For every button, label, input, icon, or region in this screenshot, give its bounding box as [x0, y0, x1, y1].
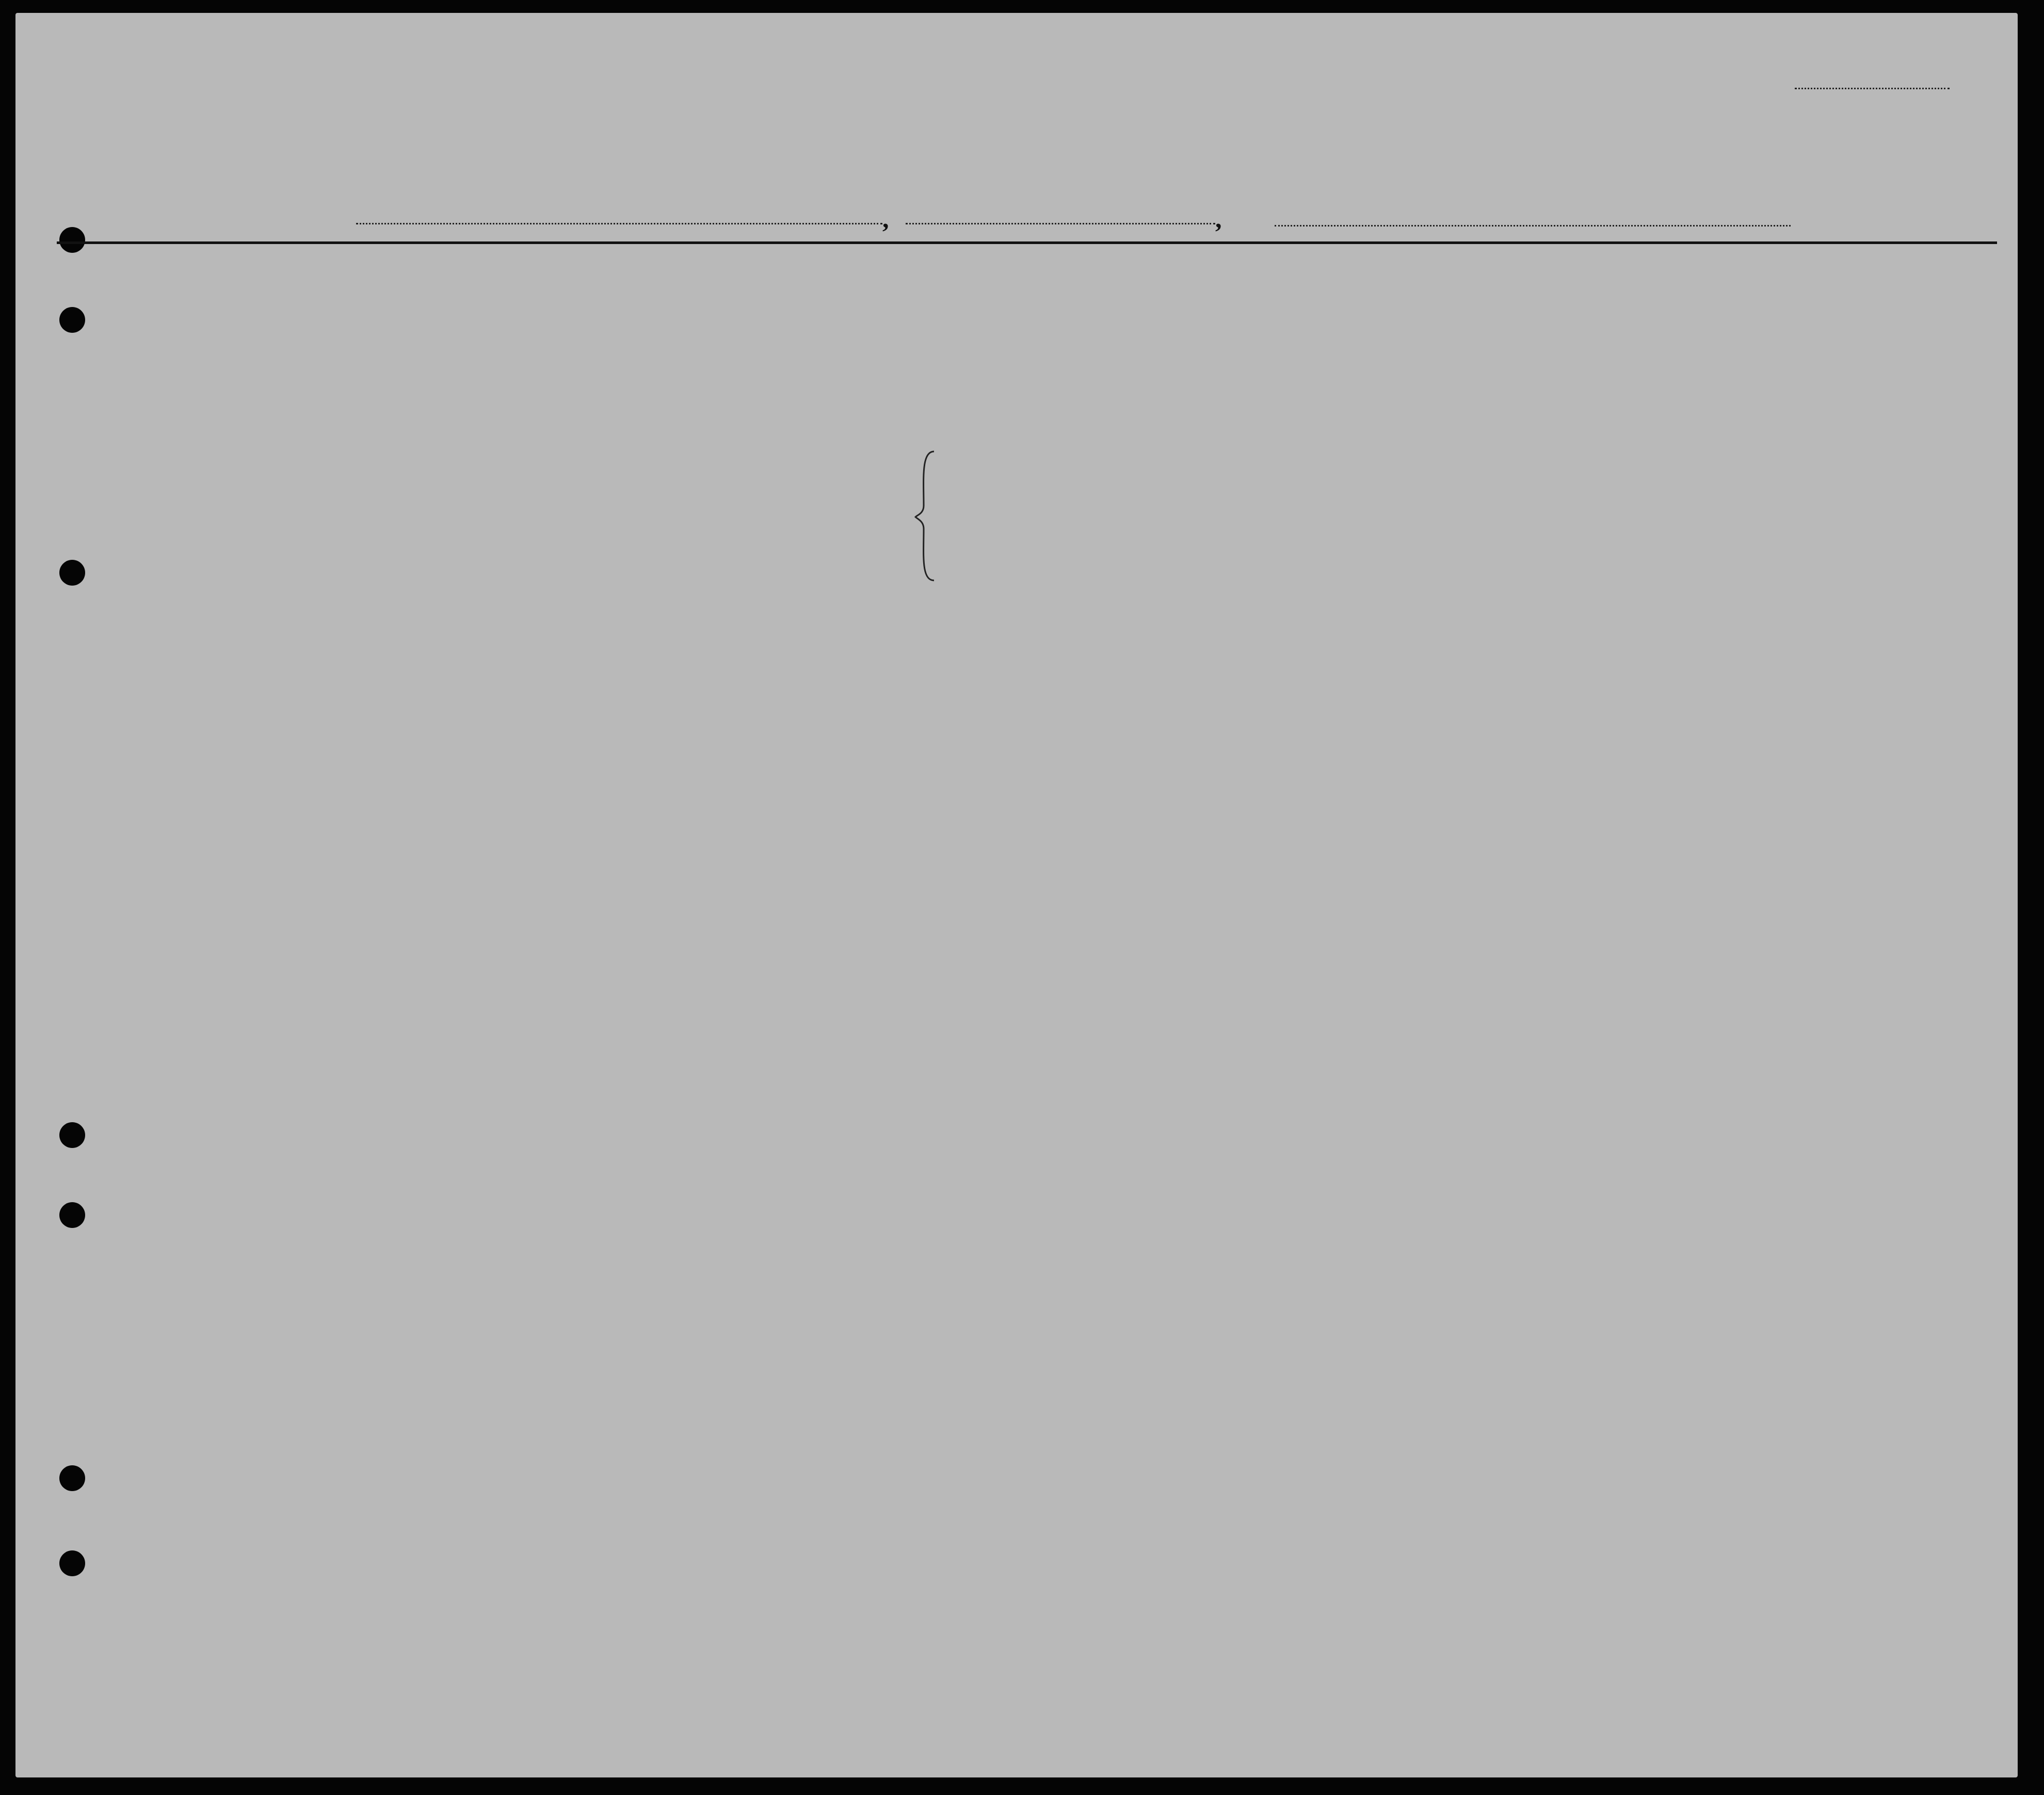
date-line [906, 223, 1215, 224]
header-intends-return [1189, 315, 1220, 418]
header-intends-citizen [1265, 315, 1296, 418]
list-number-stamp [1845, 119, 1943, 237]
header-inches [1695, 371, 1713, 418]
binder-hole [59, 1202, 85, 1228]
comma: , [882, 204, 889, 233]
header-feet [1669, 382, 1687, 418]
binder-hole [59, 227, 85, 253]
header-rule [57, 241, 1997, 244]
binder-hole [59, 560, 85, 586]
header-length-stay [1228, 315, 1259, 418]
header-prison [1303, 289, 1344, 418]
binder-hole [59, 1550, 85, 1576]
binder-hole [59, 1122, 85, 1148]
year-line [1275, 225, 1791, 227]
binder-hole [59, 307, 85, 333]
port-line [356, 223, 882, 224]
header-arrested [1526, 289, 1548, 418]
list-line [1795, 88, 1950, 89]
manifest-sheet [15, 13, 2018, 1777]
header-money [714, 289, 742, 418]
header-ticket [593, 289, 619, 418]
join-brace [913, 449, 944, 583]
header-excluded [1502, 289, 1523, 418]
header-overthrow [1404, 289, 1455, 418]
header-polygamist [1352, 289, 1373, 418]
header-labor-offer [1460, 289, 1502, 418]
header-anarchist [1379, 289, 1399, 418]
comma: , [1215, 204, 1222, 233]
binder-hole [59, 1465, 85, 1491]
